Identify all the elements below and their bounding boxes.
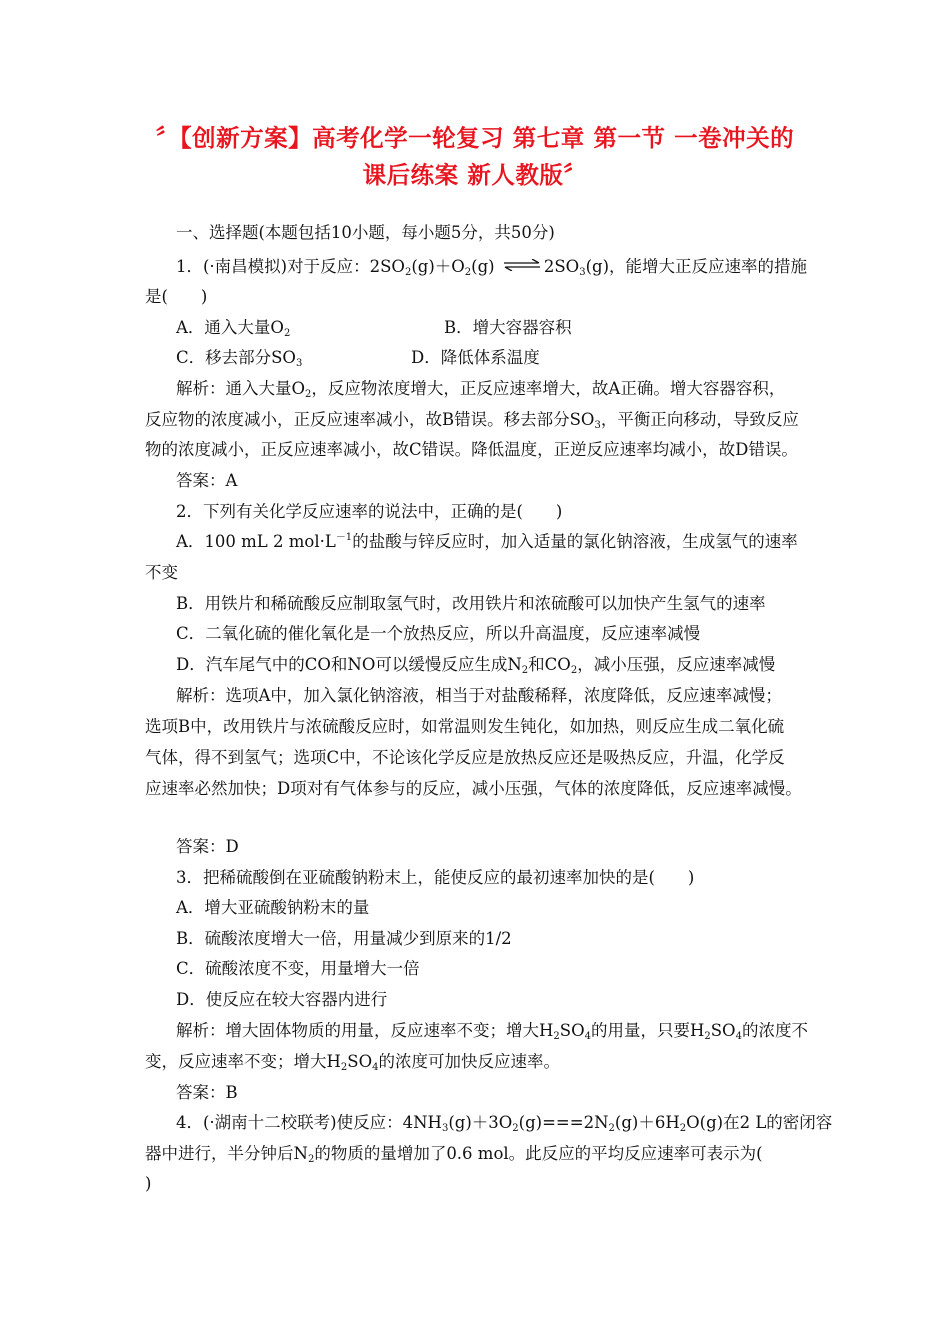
subscript: 2 <box>307 1154 315 1165</box>
q3-option-a: A．增大亚硫酸钠粉末的量 <box>176 898 370 917</box>
subscript: 2 <box>283 328 291 339</box>
q1-option-d: D．降低体系温度 <box>411 348 540 367</box>
q3-analysis-line-2 <box>145 1051 560 1073</box>
q3-option-b: B．硫酸浓度增大一倍，用量减少到原来的1/2 <box>176 929 512 948</box>
stem-text: 器中进行，半分钟后N <box>145 1144 308 1163</box>
q2-option-d <box>176 654 775 676</box>
stem-text: (g)＋6H <box>614 1113 680 1132</box>
q2-analysis-line-2: 选项B中，改用铁片与浓硫酸反应时，如常温则发生钝化，如加热，则反应生成二氧化硫 <box>145 717 785 736</box>
subscript: 2 <box>305 389 312 400</box>
document-title-line-1: 〞【创新方案】高考化学一轮复习 第七章 第一节 一卷冲关的 <box>155 124 795 152</box>
analysis-text: 解析：通入大量O <box>176 379 306 398</box>
q1-stem-text: 1．(·南昌模拟)对于反应：2SO <box>176 257 405 276</box>
option-text: A．100 mL 2 mol·L <box>176 532 336 551</box>
q1-stem-text: (g)＋O <box>411 257 465 276</box>
q3-option-d: D．使反应在较大容器内进行 <box>176 990 388 1009</box>
subscript: 2 <box>521 665 529 676</box>
subscript: 2 <box>512 1123 519 1134</box>
q2-option-b: B．用铁片和稀硫酸反应制取氢气时，改用铁片和浓硫酸可以加快产生氢气的速率 <box>176 594 766 613</box>
subscript: 2 <box>679 1123 687 1134</box>
q2-option-a-line-2: 不变 <box>145 563 178 582</box>
subscript: 3 <box>594 420 601 431</box>
q1-analysis-line-3: 物的浓度减小，正反应速率减小，故C错误。降低温度，正逆反应速率均减小，故D错误。 <box>145 440 798 459</box>
subscript: 2 <box>404 267 412 278</box>
section-heading: 一、选择题(本题包括10小题，每小题5分，共50分) <box>176 223 555 242</box>
q2-option-c: C．二氧化硫的催化氧化是一个放热反应，所以升高温度，反应速率减慢 <box>176 624 701 643</box>
analysis-text: ，反应物浓度增大，正反应速率增大，故A正确。增大容器容积， <box>311 379 786 398</box>
analysis-text: SO <box>559 1021 585 1040</box>
q3-stem: 3．把稀硫酸倒在亚硫酸钠粉末上，能使反应的最初速率加快的是( ) <box>176 868 695 887</box>
q2-stem: 2．下列有关化学反应速率的说法中，正确的是( ) <box>176 502 563 521</box>
q1-analysis-line-1 <box>176 378 785 400</box>
stem-text: O(g)在2 L的密闭容 <box>686 1113 833 1132</box>
q1-stem <box>176 256 807 278</box>
q1-stem-text: (g)，能增大正反应速率的措施 <box>585 257 808 276</box>
q4-stem-line-1 <box>176 1112 832 1134</box>
q1-options-row-1 <box>176 317 676 339</box>
option-text: ，减小压强，反应速率减慢 <box>577 655 776 674</box>
equilibrium-arrow-icon <box>502 259 542 271</box>
analysis-text: 反应物的浓度减小，正反应速率减小，故B错误。移去部分SO <box>145 410 595 429</box>
q1-answer: 答案：A <box>176 471 238 490</box>
analysis-text: 的用量，只要H <box>590 1021 705 1040</box>
subscript: 2 <box>553 1031 560 1042</box>
q1-options-row-2 <box>176 347 676 369</box>
q2-analysis-line-1: 解析：选项A中，加入氯化钠溶液，相当于对盐酸稀释，浓度降低，反应速率减慢； <box>176 686 782 705</box>
analysis-text: 变，反应速率不变；增大H <box>145 1052 341 1071</box>
q2-analysis-line-4: 应速率必然加快；D项对有气体参与的反应，减小压强，气体的浓度降低，反应速率减慢。 <box>145 779 802 798</box>
document-title-line-2: 课后练案 新人教版〞 <box>362 161 588 189</box>
subscript: 4 <box>735 1031 742 1042</box>
analysis-text: 的浓度不 <box>741 1021 808 1040</box>
q4-stem-line-2 <box>145 1143 763 1165</box>
q1-stem-continued: 是( ) <box>145 287 208 306</box>
analysis-text: SO <box>710 1021 736 1040</box>
stem-text: (g)===2N <box>518 1113 609 1132</box>
option-text: 和CO <box>528 655 571 674</box>
subscript: 4 <box>372 1062 379 1073</box>
subscript: 2 <box>608 1123 615 1134</box>
q4-stem-line-3: ) <box>145 1174 152 1193</box>
q2-answer: 答案：D <box>176 837 239 856</box>
analysis-text: ，平衡正向移动，导致反应 <box>600 410 799 429</box>
q1-option-a <box>176 318 290 337</box>
subscript: 2 <box>340 1062 348 1073</box>
analysis-text: 解析：增大固体物质的用量，反应速率不变；增大H <box>176 1021 554 1040</box>
subscript: 4 <box>584 1031 591 1042</box>
q3-answer: 答案：B <box>176 1083 238 1102</box>
subscript: 2 <box>570 665 578 676</box>
q1-stem-text: 2SO <box>543 257 580 276</box>
stem-text: 4．(·湖南十二校联考)使反应：4NH <box>176 1113 442 1132</box>
subscript: 3 <box>441 1123 449 1134</box>
q3-option-c: C．硫酸浓度不变，用量增大一倍 <box>176 959 420 978</box>
q2-analysis-line-3: 气体，得不到氢气；选项C中，不论该化学反应是放热反应还是吸热反应，升温，化学反 <box>145 748 785 767</box>
analysis-text: 的浓度可加快反应速率。 <box>378 1052 560 1071</box>
q1-analysis-line-2 <box>145 409 799 431</box>
option-text: A．通入大量O <box>176 318 284 337</box>
subscript: 2 <box>464 267 472 278</box>
subscript: 3 <box>579 267 586 278</box>
option-text: C．移去部分SO <box>176 348 296 367</box>
q3-analysis-line-1 <box>176 1020 808 1042</box>
subscript: 3 <box>295 358 303 369</box>
subscript: 2 <box>704 1031 711 1042</box>
q2-option-a-line-1 <box>176 531 798 553</box>
q1-option-b: B．增大容器容积 <box>444 318 572 337</box>
superscript: －1 <box>335 532 353 543</box>
stem-text: (g)＋3O <box>448 1113 513 1132</box>
option-text: D．汽车尾气中的CO和NO可以缓慢反应生成N <box>176 655 522 674</box>
q1-option-c <box>176 348 302 367</box>
stem-text: 的物质的量增加了0.6 mol。此反应的平均反应速率可表示为( <box>314 1144 763 1163</box>
option-text: 的盐酸与锌反应时，加入适量的氯化钠溶液，生成氢气的速率 <box>352 532 798 551</box>
q1-stem-text: (g) <box>471 257 495 276</box>
analysis-text: SO <box>347 1052 373 1071</box>
